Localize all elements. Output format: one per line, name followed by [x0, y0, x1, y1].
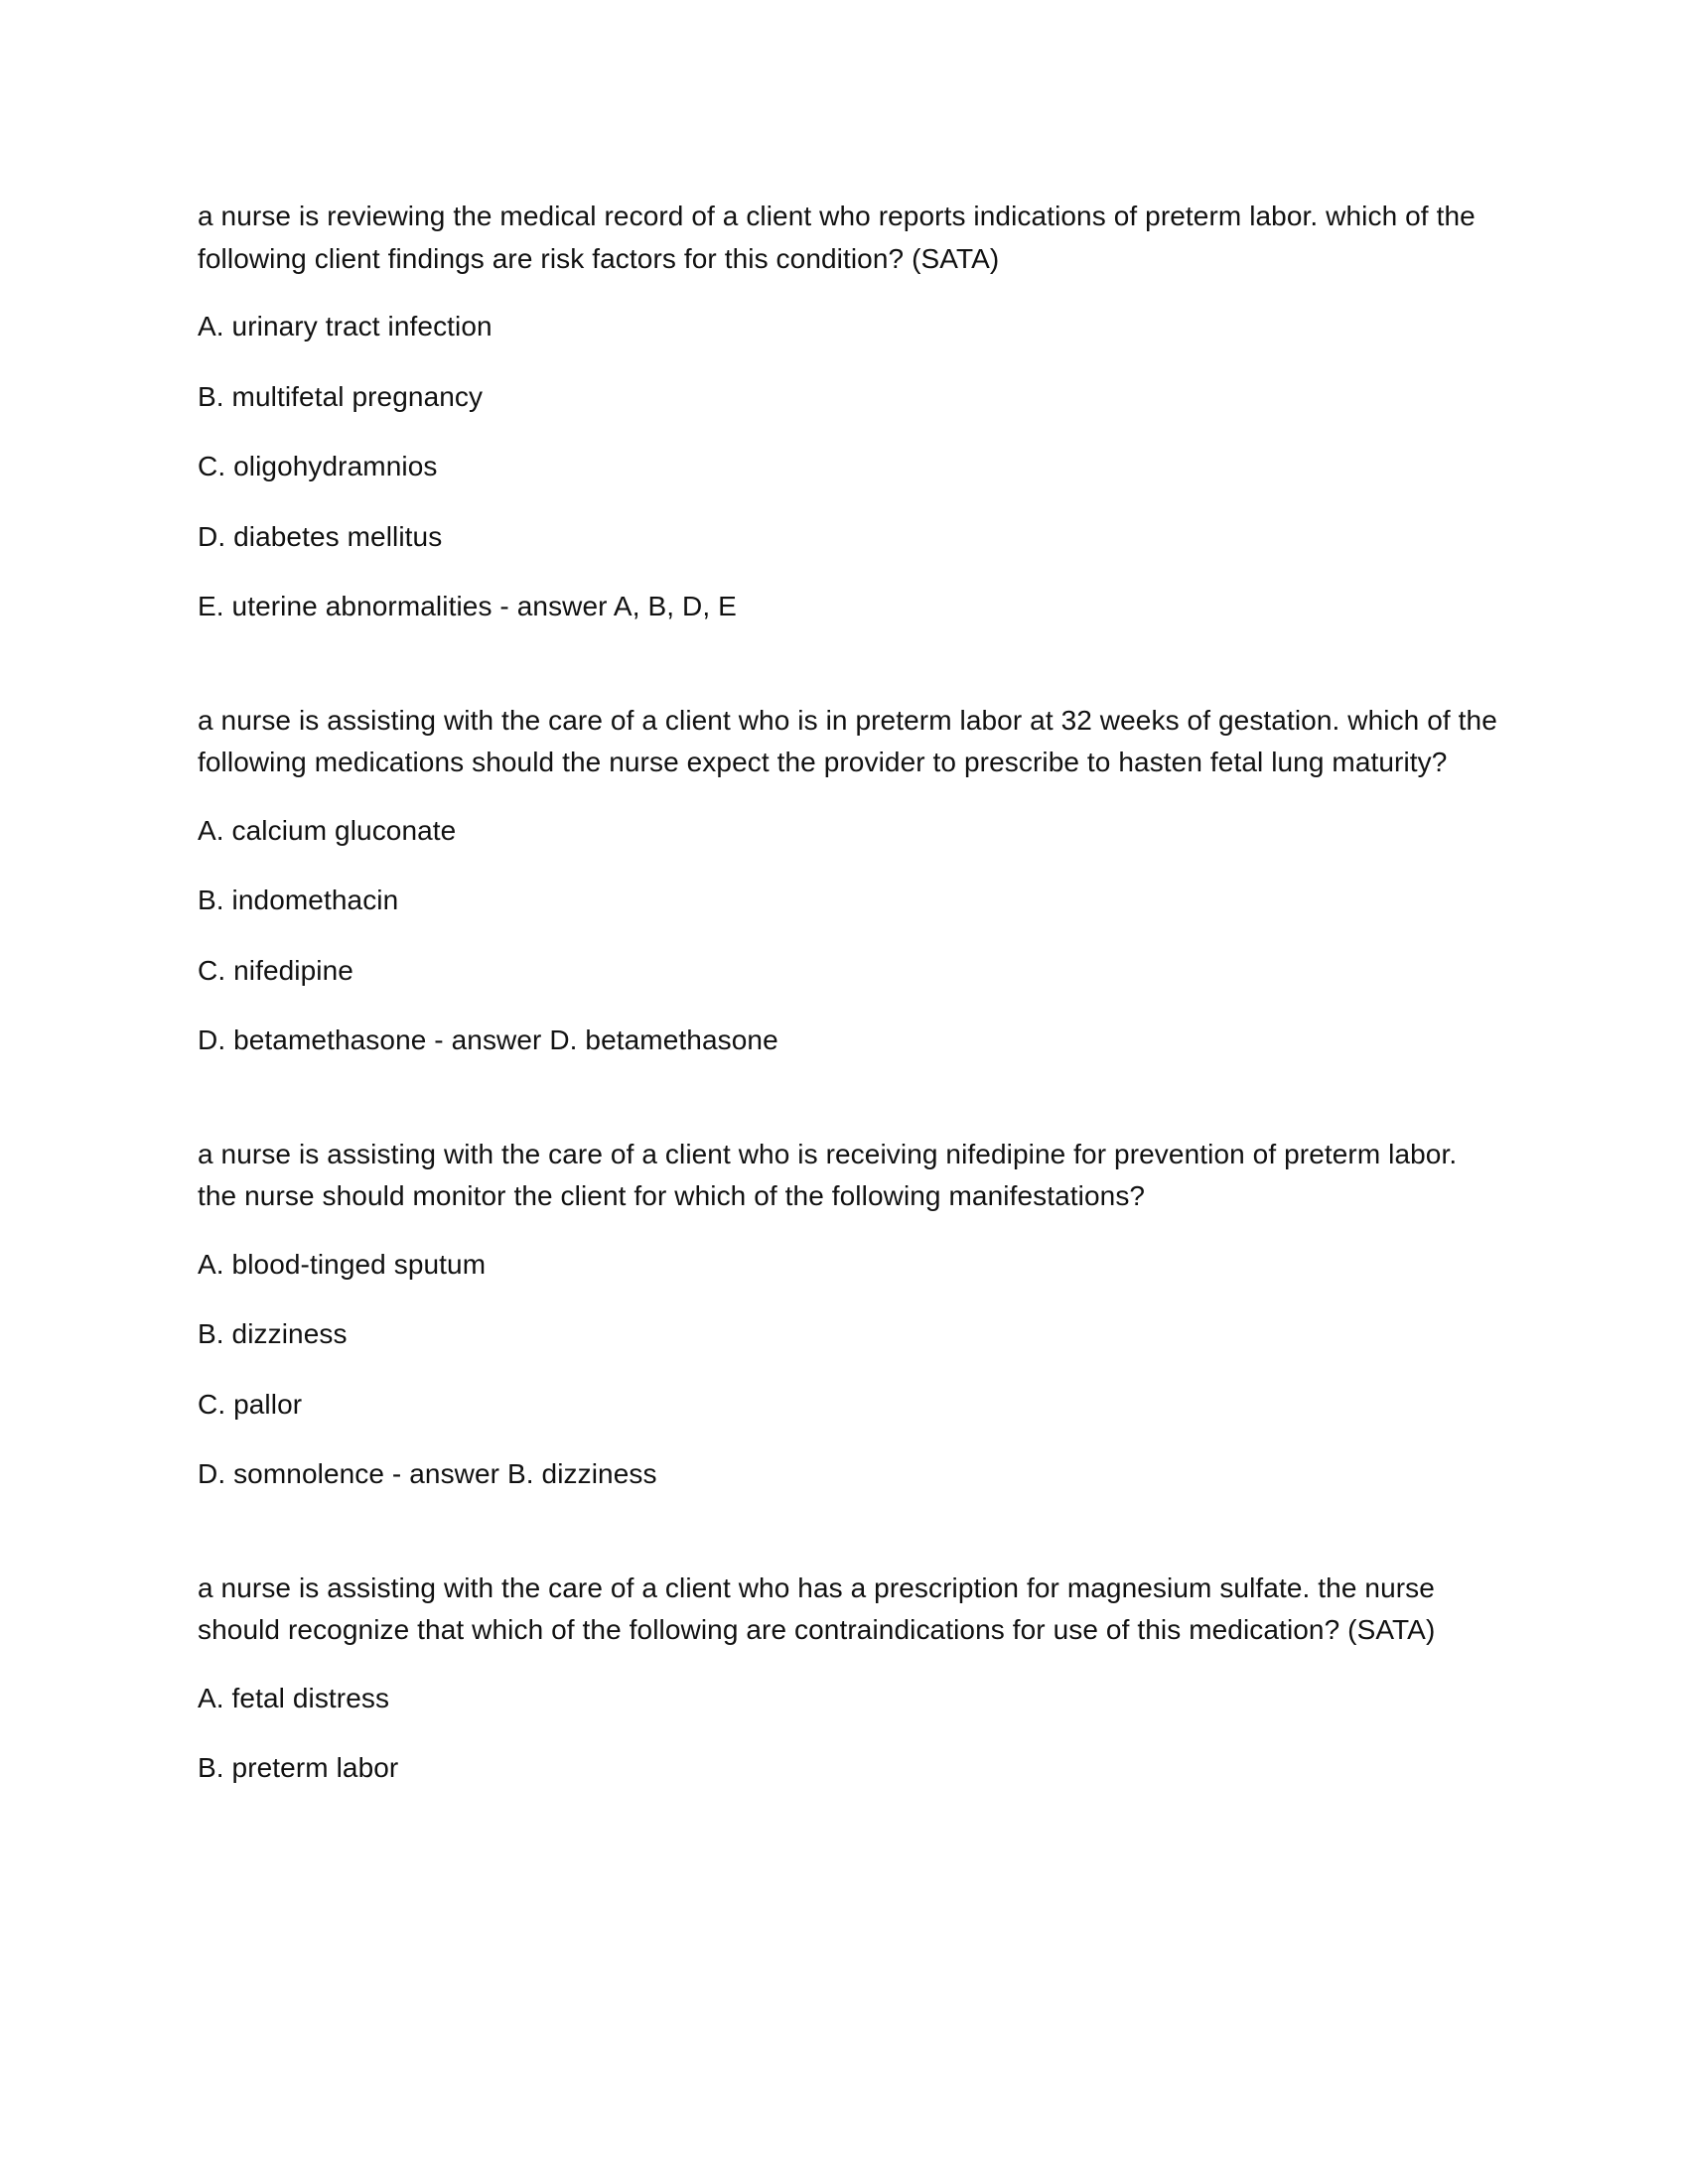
question-2-option-b: B. indomethacin — [198, 885, 399, 915]
question-2-stem: a nurse is assisting with the care of a client who is in preterm labor at 32 weeks of gestation. which of the following medications should the nurse expect the provider to prescribe to hasten fetal lung maturity? — [198, 704, 1497, 777]
question-2-option-d: D. betamethasone - answer D. betamethasone — [198, 1024, 778, 1055]
question-1-option-d: D. diabetes mellitus — [198, 520, 443, 552]
question-1-option-c: C. oligohydramnios — [198, 451, 438, 481]
question-3-option-b: B. dizziness — [198, 1318, 348, 1349]
question-4-stem: a nurse is assisting with the care of a client who has a prescription for magnesium sulfate. the nurse should recognize that which of the following are contraindications for use of this medication? (SATA) — [198, 1571, 1436, 1645]
question-3 — [198, 1134, 1498, 1496]
question-4-option-a: A. fetal distress — [198, 1682, 390, 1713]
question-2-option-a: A. calcium gluconate — [198, 814, 457, 846]
question-4 — [198, 1568, 1498, 1790]
question-3-option-c: C. pallor — [198, 1388, 303, 1420]
question-3-stem: a nurse is assisting with the care of a client who is receiving nifedipine for prevention of preterm labor. the nurse should monitor the client for which of the following manifestations? — [198, 1138, 1458, 1211]
question-1-option-e: E. uterine abnormalities - answer A, B, D, E — [198, 591, 737, 621]
question-4-option-b: B. preterm labor — [198, 1752, 399, 1783]
question-1 — [198, 196, 1498, 628]
question-3-option-d: D. somnolence - answer B. dizziness — [198, 1458, 657, 1489]
question-1-stem: a nurse is reviewing the medical record of a client who reports indications of preterm labor. which of the following client findings are risk factors for this condition? (SATA) — [198, 201, 1476, 274]
question-3-option-a: A. blood-tinged sputum — [198, 1248, 487, 1280]
question-2 — [198, 700, 1498, 1062]
question-1-option-a: A. urinary tract infection — [198, 311, 492, 341]
document-content — [198, 196, 1498, 1790]
question-1-option-b: B. multifetal pregnancy — [198, 380, 484, 412]
question-2-option-c: C. nifedipine — [198, 954, 353, 986]
